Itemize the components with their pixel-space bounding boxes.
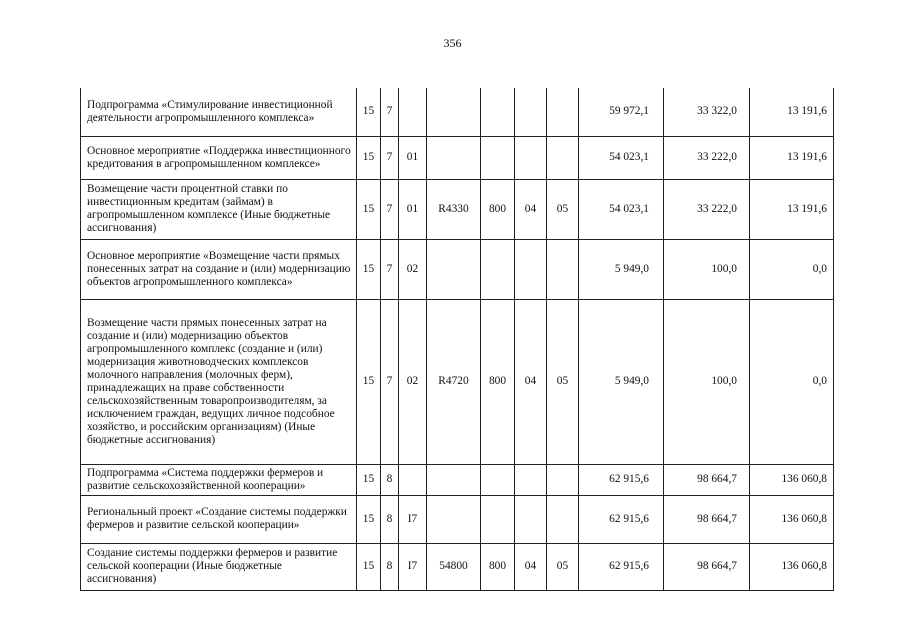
subprogram-code: 7 (381, 136, 399, 179)
amount-year-1: 5 949,0 (579, 299, 664, 464)
row-name: Основное мероприятие «Возмещение части прямых понесенных затрат на создание и (или) модернизацию объектов агропромышленного комплекса» (81, 239, 357, 299)
direction-code: 54800 (427, 543, 481, 590)
program-code: 15 (357, 239, 381, 299)
section-code (515, 239, 547, 299)
program-code: 15 (357, 299, 381, 464)
direction-code (427, 136, 481, 179)
row-name: Основное мероприятие «Поддержка инвестиционного кредитования в агропромышленном комплексе» (81, 136, 357, 179)
section-code: 04 (515, 179, 547, 239)
direction-code: R4330 (427, 179, 481, 239)
section-code (515, 495, 547, 543)
amount-year-3: 13 191,6 (750, 179, 834, 239)
main-event-code: 02 (399, 239, 427, 299)
amount-year-2: 98 664,7 (664, 464, 750, 495)
row-name: Создание системы поддержки фермеров и развитие сельской кооперации (Иные бюджетные ассигнования) (81, 543, 357, 590)
amount-year-1: 62 915,6 (579, 495, 664, 543)
amount-year-3: 13 191,6 (750, 88, 834, 136)
subprogram-code: 8 (381, 495, 399, 543)
subprogram-code: 7 (381, 239, 399, 299)
amount-year-2: 33 222,0 (664, 179, 750, 239)
main-event-code: 02 (399, 299, 427, 464)
expense-type-code: 800 (481, 299, 515, 464)
program-code: 15 (357, 136, 381, 179)
row-name: Возмещение части прямых понесенных затрат на создание и (или) модернизацию объектов агропромышленного комплекс (создание и (или) модернизация животноводческих комплексов молочного направления (молочных ферм), принадлежащих на праве собственности сельскохозяйственным товаропроизводителям, за исключением граждан, ведущих личное подсобное хозяйство, и российским организациям) (Иные бюджетные ассигнования) (81, 299, 357, 464)
amount-year-3: 0,0 (750, 239, 834, 299)
amount-year-1: 54 023,1 (579, 136, 664, 179)
amount-year-2: 98 664,7 (664, 543, 750, 590)
main-event-code: I7 (399, 543, 427, 590)
amount-year-1: 5 949,0 (579, 239, 664, 299)
program-code: 15 (357, 464, 381, 495)
subsection-code (547, 88, 579, 136)
main-event-code: I7 (399, 495, 427, 543)
table-row (81, 543, 834, 590)
amount-year-1: 62 915,6 (579, 543, 664, 590)
amount-year-3: 13 191,6 (750, 136, 834, 179)
row-name: Подпрограмма «Стимулирование инвестиционной деятельности агропромышленного комплекса» (81, 88, 357, 136)
table-row (81, 239, 834, 299)
row-name: Подпрограмма «Система поддержки фермеров и развитие сельскохозяйственной кооперации» (81, 464, 357, 495)
amount-year-3: 136 060,8 (750, 464, 834, 495)
subprogram-code: 7 (381, 88, 399, 136)
subprogram-code: 8 (381, 464, 399, 495)
table-row (81, 299, 834, 464)
section-code (515, 88, 547, 136)
direction-code (427, 239, 481, 299)
expense-type-code (481, 495, 515, 543)
direction-code (427, 464, 481, 495)
section-code: 04 (515, 543, 547, 590)
amount-year-3: 136 060,8 (750, 543, 834, 590)
table-row (81, 464, 834, 495)
table-row (81, 179, 834, 239)
budget-table (80, 88, 834, 591)
table-row (81, 136, 834, 179)
amount-year-1: 59 972,1 (579, 88, 664, 136)
subsection-code: 05 (547, 299, 579, 464)
amount-year-2: 33 222,0 (664, 136, 750, 179)
expense-type-code: 800 (481, 543, 515, 590)
subsection-code (547, 239, 579, 299)
amount-year-3: 0,0 (750, 299, 834, 464)
amount-year-2: 98 664,7 (664, 495, 750, 543)
section-code: 04 (515, 299, 547, 464)
direction-code: R4720 (427, 299, 481, 464)
expense-type-code: 800 (481, 179, 515, 239)
expense-type-code (481, 239, 515, 299)
amount-year-3: 136 060,8 (750, 495, 834, 543)
table-row (81, 495, 834, 543)
program-code: 15 (357, 88, 381, 136)
subsection-code (547, 136, 579, 179)
section-code (515, 136, 547, 179)
amount-year-2: 100,0 (664, 299, 750, 464)
page-number: 356 (443, 36, 462, 50)
amount-year-2: 33 322,0 (664, 88, 750, 136)
subprogram-code: 8 (381, 543, 399, 590)
row-name: Возмещение части процентной ставки по инвестиционным кредитам (займам) в агропромышленном комплексе (Иные бюджетные ассигнования) (81, 179, 357, 239)
direction-code (427, 88, 481, 136)
main-event-code (399, 88, 427, 136)
expense-type-code (481, 88, 515, 136)
expense-type-code (481, 464, 515, 495)
subprogram-code: 7 (381, 299, 399, 464)
subsection-code (547, 464, 579, 495)
subsection-code: 05 (547, 543, 579, 590)
main-event-code: 01 (399, 179, 427, 239)
table-row (81, 88, 834, 136)
program-code: 15 (357, 179, 381, 239)
direction-code (427, 495, 481, 543)
program-code: 15 (357, 495, 381, 543)
row-name: Региональный проект «Создание системы поддержки фермеров и развитие сельской кооперации» (81, 495, 357, 543)
expense-type-code (481, 136, 515, 179)
section-code (515, 464, 547, 495)
subprogram-code: 7 (381, 179, 399, 239)
main-event-code (399, 464, 427, 495)
subsection-code (547, 495, 579, 543)
amount-year-2: 100,0 (664, 239, 750, 299)
amount-year-1: 54 023,1 (579, 179, 664, 239)
program-code: 15 (357, 543, 381, 590)
amount-year-1: 62 915,6 (579, 464, 664, 495)
subsection-code: 05 (547, 179, 579, 239)
main-event-code: 01 (399, 136, 427, 179)
